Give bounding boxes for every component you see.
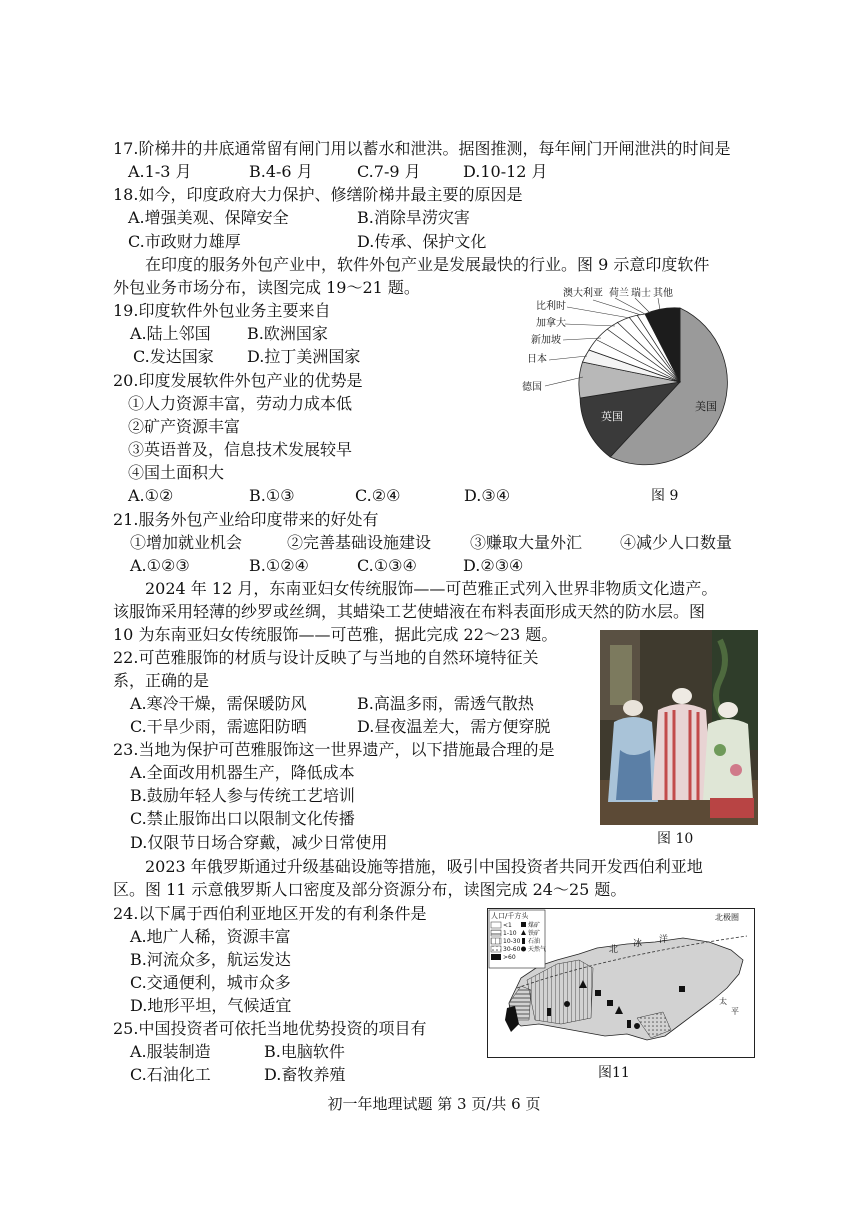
figure-9-pie-chart [505, 282, 760, 494]
legend-item-2: 1-10 [503, 930, 517, 937]
legend-resource-coal: 煤矿 [528, 922, 541, 929]
q21-option-d: D.②③④ [463, 556, 524, 575]
pacific-label-1: 太 [719, 997, 727, 1006]
q17-option-d: D.10-12 月 [463, 162, 548, 181]
label-australia: 澳大利亚 [563, 288, 603, 299]
q22-stem-line2: 系，正确的是 [113, 671, 210, 690]
label-uk: 英国 [601, 410, 623, 423]
q22-option-b: B.高温多雨，需透气散热 [357, 694, 534, 713]
ocean-label-2: 冰 [633, 939, 643, 949]
q23-option-a: A.全面改用机器生产，降低成本 [130, 763, 355, 782]
q25-option-b: B.电脑软件 [264, 1042, 345, 1061]
q24-stem: 24.以下属于西伯利亚地区开发的有利条件是 [113, 904, 427, 923]
legend-item-1: <1 [503, 922, 512, 929]
label-netherlands: 荷兰 [609, 288, 629, 299]
q19-stem: 19.印度软件外包业务主要来自 [113, 301, 331, 320]
q20-item-1: ①人力资源丰富，劳动力成本低 [128, 394, 353, 413]
q18-stem: 18.如今，印度政府大力保护、修缮阶梯井最主要的原因是 [113, 185, 523, 204]
q21-item-2: ②完善基础设施建设 [287, 533, 432, 552]
legend-item-4: 30-60 [503, 946, 521, 953]
q22-option-d: D.昼夜温差大，需方便穿脱 [357, 717, 551, 736]
label-belgium: 比利时 [536, 301, 566, 312]
q21-stem: 21.服务外包产业给印度带来的好处有 [113, 510, 379, 529]
q24-option-b: B.河流众多，航运发达 [130, 950, 291, 969]
q19-option-d: D.拉丁美洲国家 [247, 347, 361, 366]
q21-option-a: A.①②③ [130, 556, 190, 575]
legend-resource-oil: 石油 [528, 938, 541, 945]
arctic-circle-label: 北极圈 [715, 913, 739, 922]
label-canada: 加拿大 [536, 318, 566, 329]
legend-item-3: 10-30 [503, 938, 521, 945]
q22-option-c: C.干旱少雨，需遮阳防晒 [130, 717, 307, 736]
q19-option-b: B.欧洲国家 [247, 324, 328, 343]
q17-option-a: A.1-3 月 [128, 162, 192, 181]
label-others: 其他 [653, 288, 673, 299]
ocean-label-1: 北 [609, 945, 619, 955]
intro-24-line1: 2023 年俄罗斯通过升级基础设施等措施，吸引中国投资者共同开发西伯利亚地 [145, 857, 703, 876]
q25-option-d: D.畜牧养殖 [264, 1065, 346, 1084]
intro-22-line2: 该服饰采用轻薄的纱罗或丝绸，其蜡染工艺使蜡液在布料表面形成天然的防水层。图 [113, 602, 706, 621]
q24-option-a: A.地广人稀，资源丰富 [130, 927, 291, 946]
q21-item-4: ④减少人口数量 [620, 533, 733, 552]
figure-9-caption: 图 9 [651, 488, 679, 504]
q19-option-c: C.发达国家 [133, 347, 214, 366]
figure-11-russia-map [487, 908, 755, 1058]
intro-24-line2: 区。图 11 示意俄罗斯人口密度及部分资源分布，读图完成 24～25 题。 [113, 880, 627, 899]
q19-option-a: A.陆上邻国 [130, 324, 211, 343]
label-germany: 德国 [522, 382, 542, 393]
legend-resource-gas: 天然气 [528, 946, 547, 953]
q24-option-c: C.交通便利，城市众多 [130, 973, 291, 992]
q18-option-d: D.传承、保护文化 [357, 232, 487, 251]
intro-22-line3: 10 为东南亚妇女传统服饰——可芭雅，据此完成 22～23 题。 [113, 625, 558, 644]
label-japan: 日本 [527, 354, 547, 365]
q21-option-c: C.①③④ [357, 556, 417, 575]
kebaya-illustration [600, 630, 758, 825]
q25-stem: 25.中国投资者可依托当地优势投资的项目有 [113, 1019, 427, 1038]
q20-option-b: B.①③ [249, 486, 295, 505]
q17-option-b: B.4-6 月 [249, 162, 313, 181]
figure-10-kebaya-photo [600, 630, 758, 825]
q23-stem: 23.当地为保护可芭雅服饰这一世界遗产，以下措施最合理的是 [113, 740, 555, 759]
q17-stem: 17.阶梯井的井底通常留有闸门用以蓄水和泄洪。据图推测，每年闸门开闸泄洪的时间是 [113, 139, 731, 158]
q20-item-2: ②矿产资源丰富 [128, 417, 241, 436]
figure-11-caption: 图11 [598, 1065, 630, 1081]
q21-option-b: B.①②④ [249, 556, 309, 575]
q20-option-a: A.①② [128, 486, 174, 505]
figure-10-caption: 图 10 [657, 831, 694, 847]
intro-22-line1: 2024 年 12 月，东南亚妇女传统服饰——可芭雅正式列入世界非物质文化遗产。 [145, 579, 718, 598]
q20-option-c: C.②④ [355, 486, 401, 505]
label-singapore: 新加坡 [531, 335, 561, 346]
q22-stem-line1: 22.可芭雅服饰的材质与设计反映了与当地的自然环境特征关 [113, 648, 539, 667]
q20-item-4: ④国土面积大 [128, 463, 225, 482]
russia-map-svg [487, 908, 755, 1058]
q18-option-b: B.消除旱涝灾害 [357, 208, 470, 227]
pie-svg [505, 282, 760, 494]
pacific-label-2: 平 [731, 1007, 739, 1016]
q18-option-c: C.市政财力雄厚 [128, 232, 241, 251]
label-usa: 美国 [695, 400, 717, 413]
q23-option-b: B.鼓励年轻人参与传统工艺培训 [130, 786, 355, 805]
legend-item-5: >60 [503, 954, 516, 961]
q21-item-3: ③赚取大量外汇 [470, 533, 583, 552]
q17-option-c: C.7-9 月 [357, 162, 421, 181]
q20-stem: 20.印度发展软件外包产业的优势是 [113, 371, 363, 390]
q22-option-a: A.寒冷干燥，需保暖防风 [130, 694, 307, 713]
intro-19-line1: 在印度的服务外包产业中，软件外包产业是发展最快的行业。图 9 示意印度软件 [145, 255, 710, 274]
page-footer: 初一年地理试题 第 3 页/共 6 页 [327, 1095, 541, 1113]
q18-option-a: A.增强美观、保障安全 [128, 208, 289, 227]
q23-option-d: D.仅限节日场合穿戴，减少日常使用 [130, 833, 388, 852]
label-switzerland: 瑞士 [631, 288, 651, 299]
ocean-label-3: 洋 [659, 935, 669, 945]
q21-item-1: ①增加就业机会 [130, 533, 243, 552]
q24-option-d: D.地形平坦，气候适宜 [130, 996, 292, 1015]
q23-option-c: C.禁止服饰出口以限制文化传播 [130, 809, 355, 828]
legend-resource-iron: 铁矿 [528, 930, 541, 937]
legend-title: 人口/千方头 [491, 912, 529, 920]
q20-item-3: ③英语普及，信息技术发展较早 [128, 440, 353, 459]
q20-option-d: D.③④ [464, 486, 511, 505]
q25-option-c: C.石油化工 [130, 1065, 211, 1084]
q25-option-a: A.服装制造 [130, 1042, 211, 1061]
intro-19-line2: 外包业务市场分布，读图完成 19～21 题。 [113, 278, 420, 297]
